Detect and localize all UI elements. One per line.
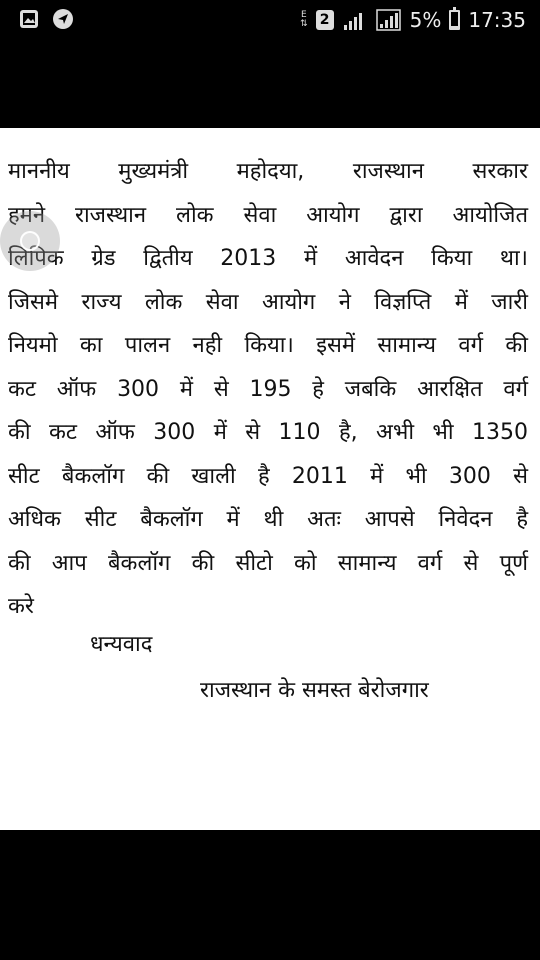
letter-line: अधिक सीट बैकलॉग में थी अतः आपसे निवेदन है <box>8 507 528 532</box>
assistive-dot-icon <box>20 231 40 251</box>
signal-icon <box>376 9 402 31</box>
letter-line: जिसमे राज्य लोक सेवा आयोग ने विज्ञप्ति में जारी <box>8 289 528 315</box>
battery-level <box>451 26 458 28</box>
sim-badge: 2 <box>316 10 334 30</box>
letter-line: की कट ऑफ 300 में से 110 है, अभी भी 1350 <box>8 420 528 445</box>
status-indicators <box>300 6 526 34</box>
letter-line: लिपिक ग्रेड द्वितीय 2013 में आवेदन किया था। <box>8 246 528 271</box>
letter-body <box>8 150 528 629</box>
image-viewer[interactable] <box>0 128 540 830</box>
up-down-arrows-icon: ⇅ <box>300 19 308 29</box>
letter-line: सीट बैकलॉग की खाली है 2011 में भी 300 से <box>8 463 528 489</box>
letter-line: हमने राजस्थान लोक सेवा आयोग द्वारा आयोजित <box>8 202 528 228</box>
signal-icon <box>342 9 368 31</box>
navigation-icon <box>52 8 74 30</box>
notification-icons <box>18 8 74 30</box>
status-bar <box>0 0 540 40</box>
letter-line: कट ऑफ 300 में से 195 हे जबकि आरक्षित वर्ग <box>8 376 528 402</box>
battery-icon <box>449 10 460 30</box>
letter-signature: राजस्थान के समस्त बेरोजगार <box>200 678 429 703</box>
data-activity-icon <box>300 11 308 29</box>
clock: 17:35 <box>468 8 526 32</box>
gallery-icon <box>18 8 40 30</box>
letter-line: करे <box>8 594 34 619</box>
floating-assistive-button[interactable] <box>0 211 60 271</box>
network-type-label: E <box>301 10 307 20</box>
letter-line: की आप बैकलॉग की सीटो को सामान्य वर्ग से पूर्ण <box>8 550 528 576</box>
letter-line: माननीय मुख्यमंत्री महोदया, राजस्थान सरकार <box>8 159 528 184</box>
letter-line: नियमो का पालन नही किया। इसमें सामान्य वर्ग की <box>8 333 528 358</box>
letter-thanks: धन्यवाद <box>90 632 153 657</box>
battery-percent: 5% <box>409 8 442 32</box>
